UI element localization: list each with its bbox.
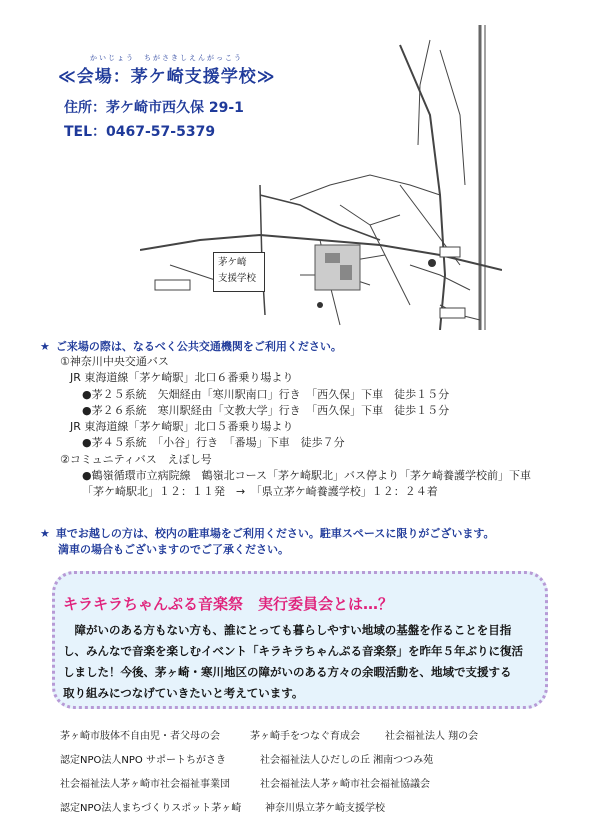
transit-section <box>40 338 570 501</box>
parking-text-1: 車でお越しの方は、校内の駐車場をご利用ください。駐車スペースに限りがございます。 <box>55 527 495 540</box>
org-item: 神奈川県立茅ケ崎支援学校 <box>265 803 385 814</box>
venue-title: ≪会場：茅ケ崎支援学校≫ <box>58 67 276 87</box>
transit-line: ①神奈川中央交通バス <box>60 355 169 368</box>
org-item: 社会福祉法人茅ヶ崎市社会福祉事業団 <box>60 779 230 790</box>
transit-line: 「茅ケ崎駅北」１２：１１発 → 「県立茅ケ崎養護学校」１２：２４着 <box>82 485 438 499</box>
org-item: 認定NPO法人NPO サポートちがさき <box>60 755 226 766</box>
transit-line: ●鶴嶺循環市立病院線 鶴嶺北コース「茅ケ崎駅北」バス停より「茅ケ崎養護学校前」下車 <box>82 469 532 483</box>
venue-address: 住所：茅ケ崎市西久保 29-1 <box>64 100 244 116</box>
parking-line-1 <box>40 526 570 542</box>
transit-line: ●茅４５系統 「小谷」行き 「番場」下車 徒歩７分 <box>82 436 345 450</box>
star-icon: ★ <box>40 527 50 540</box>
transit-line: JR 東海道線「茅ケ崎駅」北口５番乗り場より <box>70 420 294 434</box>
about-line: 障がいのある方もない方も、誰にとっても暮らしやすい地域の基盤を作ることを目指 <box>63 623 512 637</box>
org-item: 茅ヶ崎市肢体不自由児・者父母の会 <box>60 731 220 742</box>
venue-tel: TEL：0467-57-5379 <box>64 124 216 140</box>
transit-line: JR 東海道線「茅ケ崎駅」北口６番乗り場より <box>70 371 294 385</box>
about-body <box>63 620 541 704</box>
transit-heading-text: ご来場の際は、なるべく公共交通機関をご利用ください。 <box>55 340 342 353</box>
access-map <box>140 25 502 330</box>
about-title: キラキラちゃんぷる音楽祭 実行委員会とは…？ <box>63 595 394 613</box>
org-item: 社会福祉法人ひだしの丘 湘南つつみ苑 <box>260 755 434 766</box>
transit-heading <box>40 338 570 354</box>
transit-line: ●茅２５系統 矢畑経由「寒川駅南口」行き 「西久保」下車 徒歩１５分 <box>82 387 450 401</box>
transit-lines <box>40 354 570 501</box>
map-school-label-line1: 茅ケ崎 <box>218 257 247 268</box>
map-school-label <box>213 252 265 292</box>
transit-line: ②コミュニティバス えぼし号 <box>60 452 212 466</box>
about-line: 取り組みにつなげていきたいと考えています。 <box>63 686 304 700</box>
star-icon: ★ <box>40 340 50 353</box>
org-item: 茅ヶ崎手をつなぐ育成会 <box>250 731 360 742</box>
org-item: 社会福祉法人茅ヶ崎市社会福祉協議会 <box>260 779 430 790</box>
parking-section <box>40 526 570 558</box>
org-item: 社会福祉法人 翔の会 <box>385 731 479 742</box>
about-line: しました！今後、茅ヶ崎・寒川地区の障がいのある方々の余暇活動を、地域で支援する <box>63 665 512 679</box>
about-line: し、みんなで音楽を楽しむイベント「キラキラちゃんぷる音楽祭」を昨年５年ぶりに復活 <box>63 644 523 658</box>
parking-line-2: 満車の場合もございますのでご了承ください。 <box>58 543 289 556</box>
transit-line: ●茅２６系統 寒川駅経由「文教大学」行き 「西久保」下車 徒歩１５分 <box>82 403 450 417</box>
map-school-label-line2: 支援学校 <box>218 273 257 284</box>
venue-ruby: かいじょう ちがさきしえんがっこう <box>90 54 243 62</box>
org-item: 認定NPO法人まちづくりスポット茅ヶ崎 <box>60 803 242 814</box>
